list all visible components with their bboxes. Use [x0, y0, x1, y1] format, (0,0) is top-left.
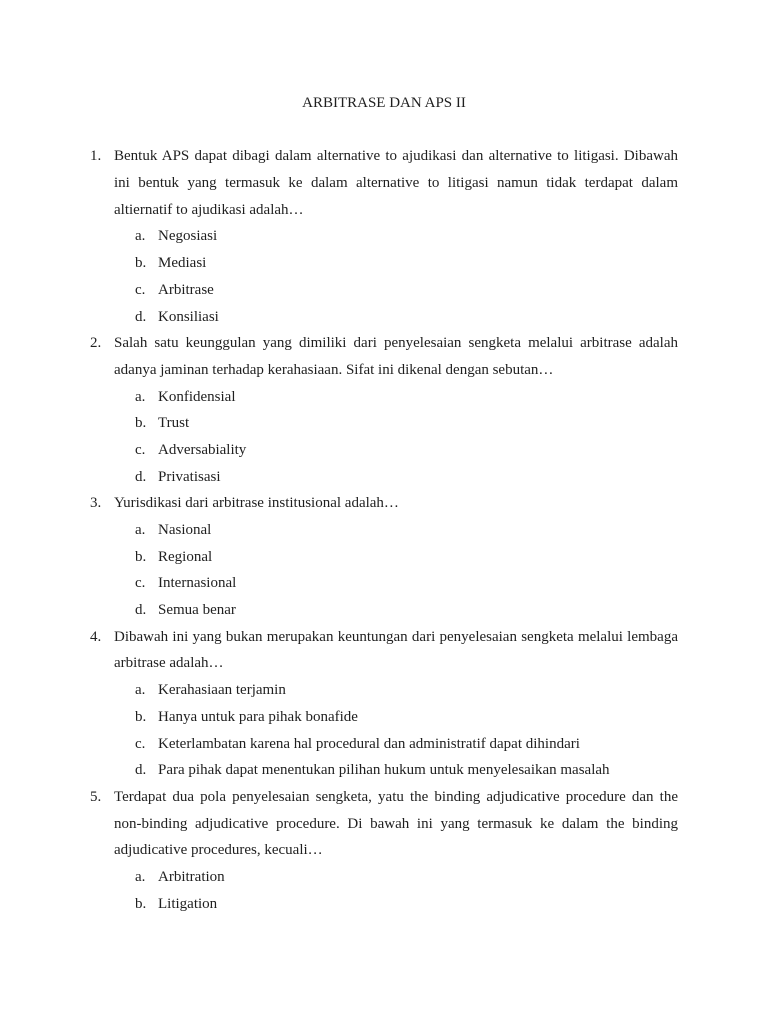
option-a — [114, 864, 678, 891]
option-letter: b. — [135, 708, 147, 725]
question-text-line: Yurisdikasi dari arbitrase institusional adalah… — [114, 495, 399, 512]
option-letter: d. — [135, 602, 147, 619]
option-letter: d. — [135, 468, 147, 485]
option-letter: b. — [135, 548, 147, 565]
option-b — [114, 891, 678, 918]
option-d — [114, 304, 678, 331]
option-letter: a. — [135, 388, 146, 405]
option-letter: a. — [135, 868, 146, 885]
option-letter: a. — [135, 682, 146, 699]
question-number: 3. — [90, 495, 102, 512]
option-a — [114, 223, 678, 250]
option-text: Regional — [158, 548, 213, 565]
option-letter: a. — [135, 228, 146, 245]
document-title: ARBITRASE DAN APS II — [302, 95, 466, 111]
option-letter: d. — [135, 308, 147, 325]
option-c — [114, 731, 678, 758]
option-c — [114, 437, 678, 464]
question-text-line: Terdapat dua pola penyelesaian sengketa, yatu the binding adjudicative procedure dan the — [114, 788, 678, 805]
option-text: Konsiliasi — [158, 308, 219, 325]
option-d — [114, 597, 678, 624]
option-text: Arbitration — [158, 868, 225, 885]
option-text: Semua benar — [158, 602, 236, 619]
option-a — [114, 677, 678, 704]
question-text-line: Bentuk APS dapat dibagi dalam alternative to ajudikasi dan alternative to litigasi. Dibawah — [114, 148, 678, 165]
question-text-line: altiernatif to ajudikasi adalah… — [114, 201, 304, 218]
option-text: Trust — [158, 415, 190, 432]
option-text: Negosiasi — [158, 228, 218, 245]
question-number: 1. — [90, 148, 102, 165]
option-d — [114, 757, 678, 784]
option-text: Kerahasiaan terjamin — [158, 682, 286, 699]
option-b — [114, 704, 678, 731]
question-number: 4. — [90, 628, 102, 645]
question-4 — [90, 624, 678, 784]
question-text-line: Salah satu keunggulan yang dimiliki dari penyelesaian sengketa melalui arbitrase adalah — [114, 335, 678, 352]
option-d — [114, 464, 678, 491]
option-letter: c. — [135, 735, 146, 752]
option-letter: c. — [135, 441, 146, 458]
option-b — [114, 250, 678, 277]
option-letter: b. — [135, 415, 147, 432]
question-text-line: non-binding adjudicative procedure. Di bawah ini yang termasuk ke dalam the binding — [114, 815, 678, 832]
question-text-line: adjudicative procedures, kecuali… — [114, 842, 323, 859]
option-text: Mediasi — [158, 255, 207, 272]
question-5 — [90, 784, 678, 917]
question-text-line: arbitrase adalah… — [114, 655, 224, 672]
question-number: 2. — [90, 335, 102, 352]
option-letter: b. — [135, 255, 147, 272]
option-text: Para pihak dapat menentukan pilihan hukum untuk menyelesaikan masalah — [158, 762, 610, 779]
option-text: Privatisasi — [158, 468, 221, 485]
option-text: Hanya untuk para pihak bonafide — [158, 708, 358, 725]
question-text-line: adanya jaminan terhadap kerahasiaan. Sifat ini dikenal dengan sebutan… — [114, 361, 554, 378]
option-text: Litigation — [158, 895, 218, 912]
question-1 — [90, 143, 678, 330]
option-letter: d. — [135, 762, 147, 779]
option-letter: a. — [135, 522, 146, 538]
option-text: Konfidensial — [158, 388, 236, 405]
option-text: Keterlambatan karena hal procedural dan administratif dapat dihindari — [158, 735, 580, 752]
option-letter: c. — [135, 575, 146, 592]
question-text-line: ini bentuk yang termasuk ke dalam alternative to litigasi namun tidak terdapat dalam — [114, 175, 678, 192]
option-b — [114, 544, 678, 571]
option-letter: c. — [135, 281, 146, 298]
option-text: Nasional — [158, 522, 212, 538]
option-c — [114, 277, 678, 304]
question-2 — [90, 330, 678, 490]
blank-line — [90, 117, 678, 144]
option-letter: b. — [135, 895, 147, 912]
option-a — [114, 517, 678, 544]
option-b — [114, 410, 678, 437]
question-text-line: Dibawah ini yang bukan merupakan keuntungan dari penyelesaian sengketa melalui lembaga — [114, 628, 678, 645]
question-3 — [90, 490, 678, 623]
option-text: Arbitrase — [158, 281, 214, 298]
question-number: 5. — [90, 788, 102, 805]
document-content — [90, 90, 678, 917]
option-text: Internasional — [158, 575, 237, 592]
option-text: Adversabiality — [158, 441, 247, 458]
option-c — [114, 570, 678, 597]
option-a — [114, 384, 678, 411]
